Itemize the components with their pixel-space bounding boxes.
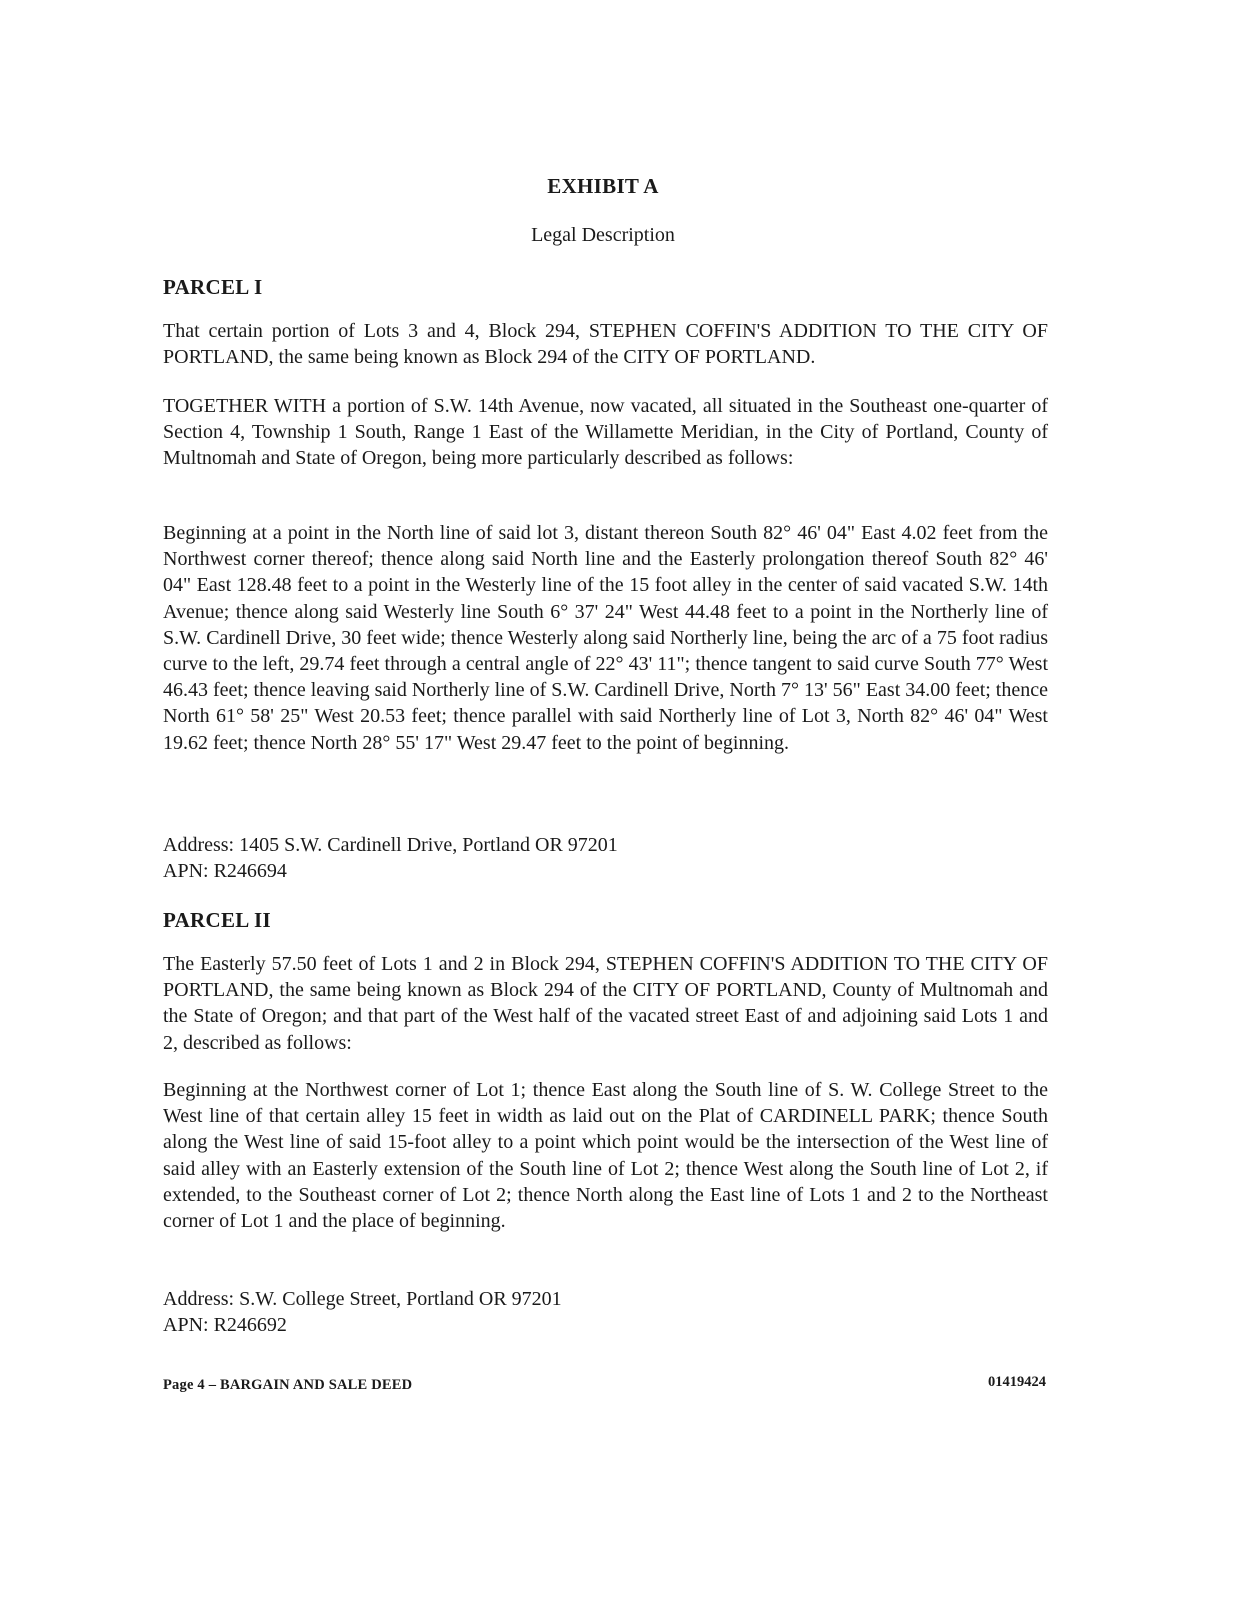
exhibit-subtitle: Legal Description bbox=[531, 224, 675, 246]
parcel-1-heading: PARCEL I bbox=[163, 275, 263, 299]
parcel-2-paragraph-1: The Easterly 57.50 feet of Lots 1 and 2 in Block 294, STEPHEN COFFIN'S ADDITION TO THE CITY OF PORTLAND, the same being known as Block 294 of the CITY OF PORTLAND, County of Multnomah and the State of Oregon; and that part of the West half of the vacated street East of and adjoining said Lots 1 and 2, described as follows: bbox=[163, 953, 1048, 1054]
parcel-1-address: Address: 1405 S.W. Cardinell Drive, Portland OR 97201 bbox=[163, 834, 618, 856]
exhibit-title: EXHIBIT A bbox=[547, 174, 659, 198]
parcel-2-paragraph-2: Beginning at the Northwest corner of Lot 1; thence East along the South line of S. W. College Street to the West line of that certain alley 15 feet in width as laid out on the Plat of CARDINELL PARK; thence South along the West line of said 15-foot alley to a point which point would be the intersection of the West line of said alley with an Easterly extension of the South line of Lot 2; thence West along the South line of Lot 2, if extended, to the Southeast corner of Lot 2; thence North along the East line of Lots 1 and 2 to the Northeast corner of Lot 1 and the place of beginning. bbox=[163, 1079, 1048, 1233]
parcel-1-paragraph-1: That certain portion of Lots 3 and 4, Block 294, STEPHEN COFFIN'S ADDITION TO THE CITY OF PORTLAND, the same being known as Block 294 of the CITY OF PORTLAND. bbox=[163, 320, 1048, 369]
parcel-1-paragraph-2: TOGETHER WITH a portion of S.W. 14th Avenue, now vacated, all situated in the Southeast one-quarter of Section 4, Township 1 South, Range 1 East of the Willamette Meridian, in the City of Portland, County of Multnomah and State of Oregon, being more particularly described as follows: bbox=[163, 395, 1048, 470]
page-footer-label: Page 4 – BARGAIN AND SALE DEED bbox=[163, 1377, 413, 1393]
document-number: 01419424 bbox=[988, 1374, 1046, 1390]
parcel-1-paragraph-3: Beginning at a point in the North line of said lot 3, distant thereon South 82° 46' 04" East 4.02 feet from the Northwest corner thereof; thence along said North line and the Easterly prolongation thereof South 82° 46' 04" East 128.48 feet to a point in the Westerly line of the 15 foot alley in the center of said vacated S.W. 14th Avenue; thence along said Westerly line South 6° 37' 24" West 44.48 feet to a point in the Northerly line of S.W. Cardinell Drive, 30 feet wide; thence Westerly along said Northerly line, being the arc of a 75 foot radius curve to the left, 29.74 feet through a central angle of 22° 43' 11"; thence tangent to said curve South 77° West 46.43 feet; thence leaving said Northerly line of S.W. Cardinell Drive, North 7° 13' 56" East 34.00 feet; thence North 61° 58' 25" West 20.53 feet; thence parallel with said Northerly line of Lot 3, North 82° 46' 04" West 19.62 feet; thence North 28° 55' 17" West 29.47 feet to the point of beginning. bbox=[163, 522, 1048, 754]
parcel-2-heading: PARCEL II bbox=[163, 908, 271, 932]
parcel-1-apn: APN: R246694 bbox=[163, 860, 287, 882]
parcel-2-address: Address: S.W. College Street, Portland OR 97201 bbox=[163, 1288, 562, 1310]
parcel-2-apn: APN: R246692 bbox=[163, 1314, 287, 1336]
